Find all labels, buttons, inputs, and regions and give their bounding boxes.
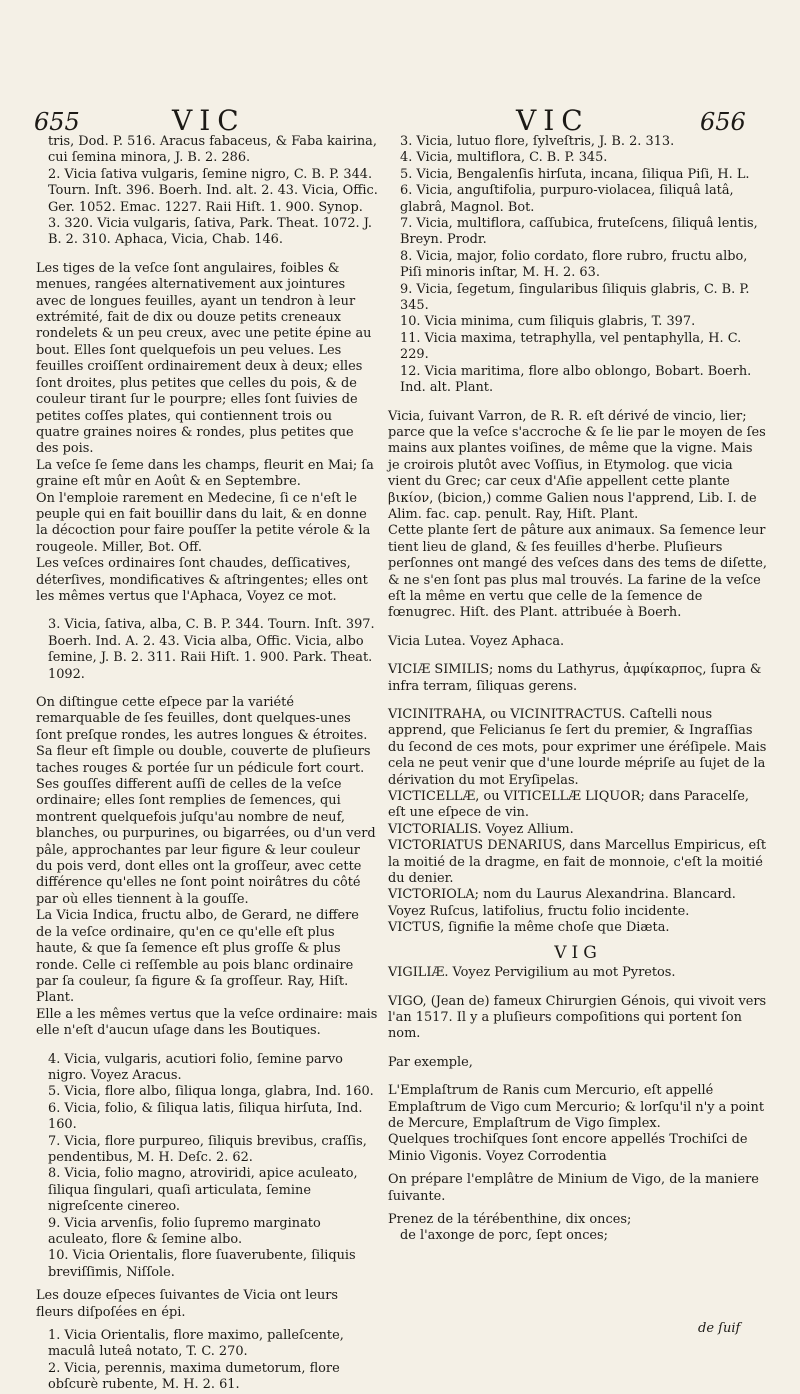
dictionary-entry: VICIÆ SIMILIS; noms du Lathyrus, ἀμφίκαρπος, ſupra & infra terram, ſiliquas gerens. — [388, 662, 762, 694]
species-entry: 5. Vicia, Bengalenſis hirſuta, incana, ſiliqua Piſi, H. L. — [400, 166, 750, 182]
species-entry: 8. Vicia, folio magno, atroviridi, apice aculeato, ſiliqua ſingulari, quaſi articulata, ſemine nigreſcente cinereo. — [48, 1166, 358, 1215]
species-entry: 5. Vicia, flore albo, ſiliqua longa, glabra, Ind. 160. — [48, 1084, 374, 1100]
entry-line: tris, Dod. P. 516. Aracus fabaceus, & Faba kairina, cui ſemina minora, J. B. 2. 286. — [48, 134, 377, 166]
section-heading: VIG — [554, 942, 602, 963]
recipe-line: Prenez de la térébenthine, dix onces; — [388, 1211, 632, 1227]
running-title-right: VIC — [516, 104, 590, 137]
paragraph: Par exemple, — [388, 1054, 473, 1070]
running-title-left: VIC — [172, 104, 246, 137]
paragraph: Vicia, ſuivant Varron, de R. R. eſt dérivé de vincio, lier; parce que la veſce s'accroche & ſe lie par le moyen de ſes mains aux plantes voiſines, de même que la vigne. Mais je croirois plutôt avec Voſſius, in Etymolog. que vicia vient du Grec; car ceux d'Aſie appellent cette plante βικίον, (bicion,) comme Galien nous l'apprend, Lib. I. de Alim. fac. cap. penult. Ray, Hiſt. Plant. — [388, 408, 766, 522]
recipe-line: de l'axonge de porc, ſept onces; — [400, 1228, 609, 1244]
paragraph: Elle a les mêmes vertus que la veſce ordinaire: mais elle n'eſt d'aucun uſage dans les Boutiques. — [36, 1006, 378, 1039]
species-entry: 3. Vicia, lutuo flore, ſylveſtris, J. B. 2. 313. — [400, 134, 675, 149]
species-entry: 8. Vicia, major, folio cordato, flore rubro, fructu albo, Piſi minoris inſtar, M. H. 2. 63. — [400, 248, 748, 281]
paragraph: On diſtingue cette eſpece par la variété remarquable de ſes feuilles, dont quelques-unes ſont preſque rondes, les autres longues & étroites. Sa fleur eſt ſimple ou double, couverte de pluſieurs taches rouges & portée ſur un pédicule fort court. Ses gouſſes different auſſi de celles de la veſce ordinaire; elles ſont remplies de ſemences, qui montrent quelquefois juſqu'au nombre de neuf, blanches, ou purpurines, ou bigarrées, ou d'un verd pâle, approchantes par leur figure & leur couleur du pois verd, dont elles ont la groſſeur, avec cette différence qu'elles ne ſont point noirâtres du côté par où elles tiennent à la gouſſe. — [36, 695, 376, 907]
species-entry: 4. Vicia, multiflora, C. B. P. 345. — [400, 150, 608, 166]
dictionary-entry: VICTORIATUS DENARIUS, dans Marcellus Empiricus, eſt la moitié de la dragme, en fait de monnoie, c'eſt la moitié du denier. — [388, 838, 767, 887]
species-entry: 2. Vicia, perennis, maxima dumetorum, flore obſcurè rubente, M. H. 2. 61. — [48, 1360, 340, 1393]
dictionary-entry: VICTICELLÆ, ou VITICELLÆ LIQUOR; dans Paracelſe, eſt une eſpece de vin. — [388, 789, 749, 821]
paragraph: Les douze eſpeces ſuivantes de Vicia ont leurs fleurs diſpoſées en épi. — [36, 1288, 339, 1320]
paragraph: La Vicia Indica, fructu albo, de Gerard, ne differe de la veſce ordinaire, qu'en ce qu'elle eſt plus haute, & que ſa ſemence eſt plus groſſe & plus ronde. Celle ci reſſemble au pois blanc ordinaire par ſa couleur, ſa figure & ſa groſſeur. Ray, Hiſt. Plant. — [36, 908, 359, 1006]
species-entry: 11. Vicia maxima, tetraphylla, vel pentaphylla, H. C. 229. — [400, 330, 742, 363]
species-entry: 9. Vicia arvenſis, folio ſupremo marginato aculeato, flore & ſemine albo. — [48, 1215, 321, 1247]
catchword: de ſuif — [698, 1321, 741, 1336]
dictionary-entry: VICTUS, ſignifie la même choſe que Diæta. — [388, 920, 670, 936]
species-entry: 4. Vicia, vulgaris, acutiori folio, ſemine parvo nigro. Voyez Aracus. — [48, 1051, 343, 1083]
paragraph: L'Emplaſtrum de Ranis cum Mercurio, eſt appellé Emplaſtrum de Vigo cum Mercurio; & lorſqu'il n'y a point de Mercure, Emplaſtrum de Vigo ſimplex. — [388, 1083, 765, 1131]
paragraph: Cette plante ſert de pâture aux animaux. Sa ſemence leur tient lieu de gland, & ſes feuilles d'herbe. Pluſieurs perſonnes ont mangé des veſces dans des tems de diſette, & ne s'en ſont pas plus mal trouvés. La farine de la veſce eſt la même en vertu que celle de la ſemence de fœnugrec. Hiſt. des Plant. attribuée à Boerh. — [388, 523, 768, 621]
dictionary-entry: VICTORIALIS. Voyez Allium. — [388, 821, 574, 837]
species-entry: 6. Vicia, anguſtifolia, purpuro-violacea, ſiliquâ latâ, glabrâ, Magnol. Bot. — [400, 183, 734, 215]
dictionary-entry: VIGO, (Jean de) fameux Chirurgien Génois, qui vivoit vers l'an 1517. Il y a pluſieurs compoſitions qui portent ſon nom. — [388, 993, 767, 1042]
species-entry: 1. Vicia Orientalis, flore maximo, palleſcente, maculâ luteâ notato, T. C. 270. — [48, 1328, 344, 1360]
species-entry: 6. Vicia, folio, & ſiliqua latis, ſiliqua hirſuta, Ind. 160. — [48, 1100, 363, 1133]
species-entry: 10. Vicia Orientalis, flore ſuaverubente, ſiliquis breviſſimis, Niſſole. — [48, 1248, 356, 1280]
species-entry: 12. Vicia maritima, flore albo oblongo, Bobart. Boerh. Ind. alt. Plant. — [400, 363, 752, 396]
species-entry: 3. Vicia, ſativa, alba, C. B. P. 344. Tourn. Inſt. 397. Boerh. Ind. A. 2. 43. Vicia alba, Offic. Vicia, albo ſemine, J. B. 2. 311. Raii Hiſt. 1. 900. Park. Theat. 1092. — [48, 617, 375, 682]
species-entry: 9. Vicia, ſegetum, ſingularibus ſiliquis glabris, C. B. P. 345. — [400, 281, 750, 314]
right-column — [388, 134, 768, 1245]
dictionary-entry: VICINITRAHA, ou VICINITRACTUS. Caſtelli nous apprend, que Felicianus ſe ſert du premier, & Ingraſſias du ſecond de ces mots, pour exprimer une éréſipele. Mais cela ne peut venir que d'une lourde mépriſe au ſujet de la dérivation du mot Eryſipelas. — [388, 707, 767, 788]
paragraph: On l'emploie rarement en Medecine, ſi ce n'eſt le peuple qui en fait bouillir dans du lait, & en donne la décoction pour faire pouſſer la petite vérole & la rougeole. Miller, Bot. Off. — [36, 490, 371, 555]
paragraph: On prépare l'emplâtre de Minium de Vigo, de la maniere ſuivante. — [388, 1172, 759, 1204]
entry-line: 2. Vicia ſativa vulgaris, ſemine nigro, C. B. P. 344. Tourn. Inſt. 396. Boerh. Ind. alt. 2. 43. Vicia, Offic. Ger. 1052. Emac. 1227. Raii Hiſt. 1. 900. Synop. 3. 320. Vicia vulgaris, ſativa, Park. Theat. 1072. J. B. 2. 310. Aphaca, Vicia, Chab. 146. — [48, 166, 378, 248]
dictionary-entry: VICTORIOLA; nom du Laurus Alexandrina. Blancard. — [388, 887, 736, 903]
page-number-left: 655 — [34, 108, 80, 136]
paragraph: Quelques trochiſques ſont encore appellés Trochiſci de Minio Vigonis. Voyez Corrodentia — [388, 1132, 748, 1164]
left-column — [36, 134, 378, 1394]
paragraph: La veſce ſe ſeme dans les champs, fleurit en Mai; ſa graine eſt mûr en Août & en Septembre. — [36, 457, 374, 490]
dictionary-entry: Voyez Ruſcus, latifolius, fructu folio incidente. — [388, 903, 690, 919]
dictionary-entry: Vicia Lutea. Voyez Aphaca. — [388, 633, 565, 649]
species-entry: 7. Vicia, multiflora, caſſubica, fruteſcens, ſiliquâ lentis, Breyn. Prodr. — [400, 216, 758, 248]
species-entry: 7. Vicia, flore purpureo, ſiliquis brevibus, craſſis, pendentibus, M. H. Deſc. 2. 62. — [48, 1133, 367, 1165]
paragraph: Les veſces ordinaires ſont chaudes, deſſicatives, déterſives, mondificatives & aſtringentes; elles ont les mêmes vertus que l'Aphaca, Voyez ce mot. — [36, 556, 368, 604]
species-entry: 10. Vicia minima, cum ſiliquis glabris, T. 397. — [400, 314, 696, 330]
paragraph: Les tiges de la veſce ſont angulaires, foibles & menues, rangées alternativement aux jointures avec de longues feuilles, ayant un tendron à leur extrémité, fait de dix ou douze petits creneaux rondelets & un peu creux, avec une petite épine au bout. Elles ſont quelquefois un peu velues. Les feuilles croiſſent ordinairement deux à deux; elles ſont droites, plus petites que celles du pois, & de couleur tirant ſur le pourpre; elles ſont ſuivies de petites coſſes plates, qui contiennent trois ou quatre graines noires & rondes, plus petites que des pois. — [36, 260, 372, 457]
page-number-right: 656 — [700, 108, 746, 136]
dictionary-entry: VIGILIÆ. Voyez Pervigilium au mot Pyretos. — [388, 965, 676, 981]
